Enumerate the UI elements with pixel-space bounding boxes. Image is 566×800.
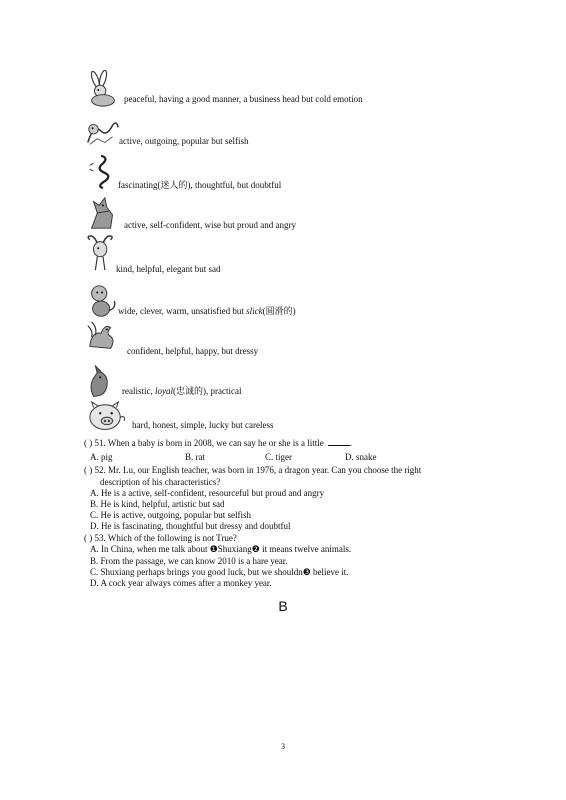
option-d[interactable]: D. A cock year always comes after a monkey year. [90, 578, 272, 588]
trait-text-italic: slick [246, 306, 263, 316]
rabbit-icon [84, 70, 122, 108]
trait-row-horse [84, 194, 524, 234]
trait-text: hard, honest, simple, lucky but careless [132, 420, 274, 430]
trait-text: fascinating(迷人的), thoughtful, but doubtful [118, 180, 282, 190]
option-b[interactable]: B. rat [185, 452, 205, 462]
dog-icon [84, 364, 122, 402]
trait-text-italic: loyal [155, 386, 173, 396]
trait-row-dragon [84, 114, 524, 154]
trait-row-rooster [84, 318, 524, 358]
option-d[interactable]: D. snake [345, 452, 377, 462]
question-stem: ( ) 51. When a baby is born in 2008, we can say he or she is a little [84, 438, 324, 448]
option-b[interactable]: B. He is kind, helpful, artistic but sad [90, 499, 225, 509]
trait-text [122, 384, 241, 397]
snake-icon [84, 152, 122, 190]
option-c[interactable]: C. Shuxiang perhaps brings you good luck, but we shouldn❸ believe it. [90, 567, 349, 577]
option-d[interactable]: D. He is fascinating, thoughtful but dressy and doubtful [90, 521, 291, 531]
option-a[interactable]: A. In China, when me talk about ❶Shuxiang❷ it means twelve animals. [90, 544, 352, 554]
section-heading: B [278, 598, 288, 614]
monkey-icon [84, 282, 122, 320]
trait-row-monkey [84, 282, 524, 322]
trait-row-goat [84, 234, 524, 274]
page-number: 3 [281, 742, 285, 751]
question-53-stem: ( ) 53. Which of the following is not True? [84, 533, 237, 543]
question-52-stem-cont: description of his characteristics? [100, 477, 221, 487]
trait-row-rabbit [84, 70, 524, 110]
trait-text-part: (圆滑的) [262, 306, 296, 316]
option-a[interactable]: A. He is a active, self-confident, resourceful but proud and angry [90, 488, 325, 498]
pig-icon [84, 400, 128, 438]
option-c[interactable]: C. He is active, outgoing, popular but selfish [90, 510, 251, 520]
dragon-icon [84, 114, 122, 152]
trait-text [118, 304, 296, 317]
trait-row-dog [84, 364, 524, 404]
rooster-icon [84, 318, 122, 356]
trait-text: peaceful, having a good manner, a business head but cold emotion [124, 94, 363, 104]
trait-text-part: (忠诚的), practical [173, 386, 242, 396]
trait-text: active, outgoing, popular but selfish [119, 136, 249, 146]
trait-text-part: wide, clever, warm, unsatisfied but [118, 306, 247, 316]
question-51: ( ) 51. When a baby is born in 2008, we can say he or she is a little . [84, 438, 353, 448]
option-c[interactable]: C. tiger [265, 452, 292, 462]
question-52-stem: ( ) 52. Mr. Lu, our English teacher, was born in 1976, a dragon year. Can you choose the right [84, 465, 422, 475]
trait-row-snake [84, 152, 524, 192]
option-a[interactable]: A. pig [90, 452, 113, 462]
trait-text: confident, helpful, happy, but dressy [127, 346, 259, 356]
trait-row-pig [84, 400, 524, 440]
option-b[interactable]: B. From the passage, we can know 2010 is a hare year. [90, 556, 288, 566]
trait-text: kind, helpful, elegant but sad [116, 264, 221, 274]
answer-blank[interactable] [328, 445, 350, 446]
horse-icon [84, 194, 122, 232]
trait-text-part: realistic, [122, 386, 155, 396]
trait-text: active, self-confident, wise but proud and angry [124, 220, 296, 230]
